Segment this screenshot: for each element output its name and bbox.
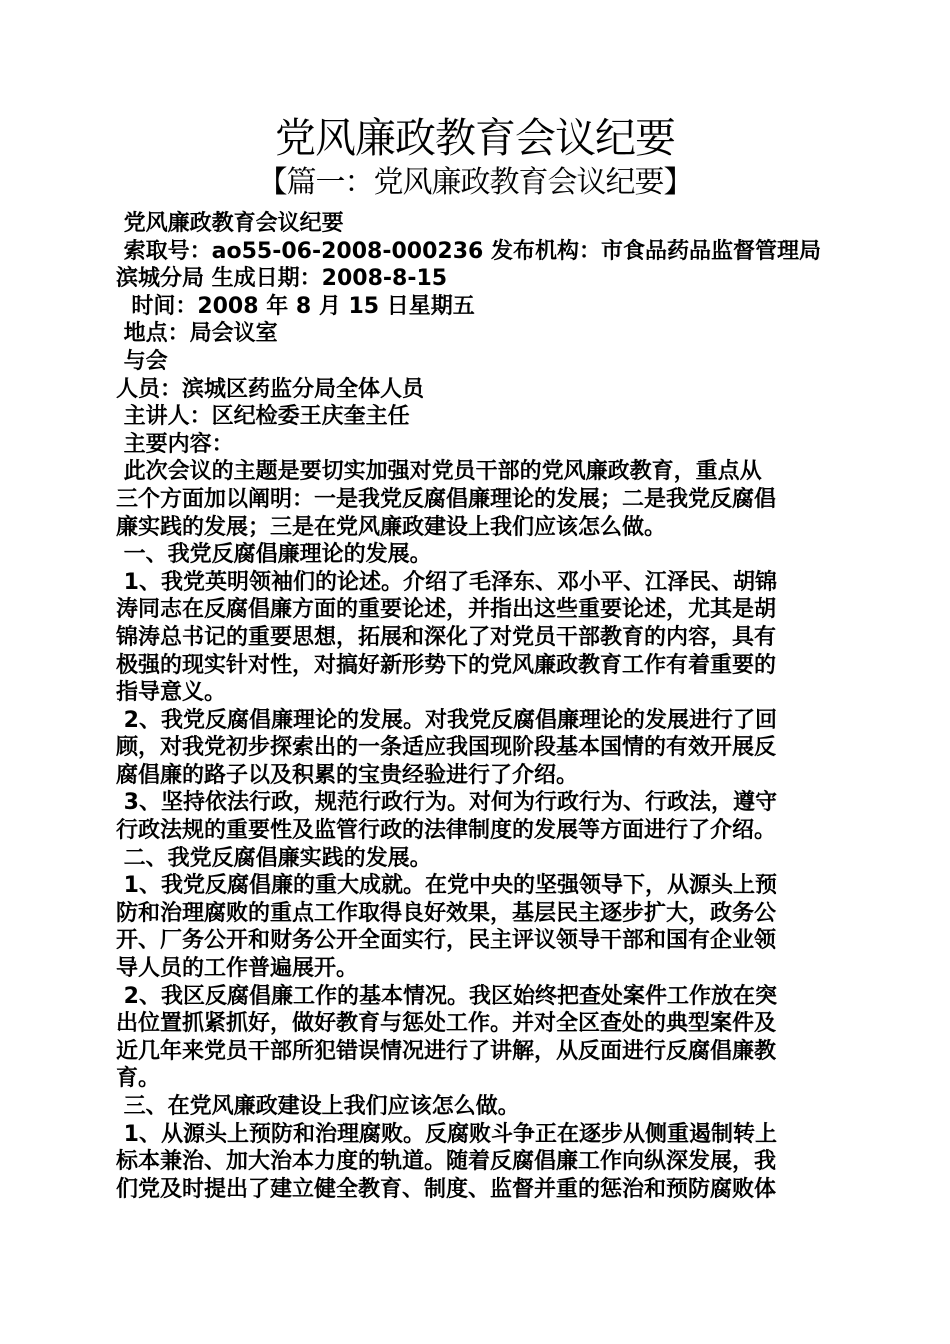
paragraph-line: 导人员的工作普遍展开。 <box>116 956 359 982</box>
meta-issuer-line: 滨城分局 生成日期：2008-8-15 <box>116 266 448 292</box>
paragraph-line: 防和治理腐败的重点工作取得良好效果，基层民主逐步扩大，政务公 <box>116 900 777 926</box>
paragraph-line: 指导意义。 <box>116 680 227 706</box>
document-subtitle: 【篇一：党风廉政教育会议纪要】 <box>257 165 693 200</box>
paragraph-line: 1、从源头上预防和治理腐败。反腐败斗争正在逐步从侧重遏制转上 <box>116 1121 777 1147</box>
section-heading: 二、我党反腐倡廉实践的发展。 <box>116 845 432 871</box>
paragraph-line: 廉实践的发展；三是在党风廉政建设上我们应该怎么做。 <box>116 514 667 540</box>
paragraph-line: 1、我党英明领袖们的论述。介绍了毛泽东、邓小平、江泽民、胡锦 <box>116 569 777 595</box>
meta-attendees: 人员：滨城区药监分局全体人员 <box>116 376 425 402</box>
section-heading: 一、我党反腐倡廉理论的发展。 <box>116 542 432 568</box>
paragraph-line: 2、我区反腐倡廉工作的基本情况。我区始终把查处案件工作放在突 <box>116 983 777 1009</box>
paragraph-line: 3、坚持依法行政，规范行政行为。对何为行政行为、行政法，遵守 <box>116 790 777 816</box>
paragraph-line: 行政法规的重要性及监管行政的法律制度的发展等方面进行了介绍。 <box>116 818 777 844</box>
meta-index-line: 索取号：ao55-06-2008-000236 发布机构：市食品药品监督管理局 <box>116 238 821 264</box>
paragraph-line: 标本兼治、加大治本力度的轨道。随着反腐倡廉工作向纵深发展，我 <box>116 1149 777 1175</box>
paragraph-line: 近几年来党员干部所犯错误情况进行了讲解，从反面进行反腐倡廉教 <box>116 1038 777 1064</box>
section-heading: 三、在党风廉政建设上我们应该怎么做。 <box>116 1094 520 1119</box>
meta-attendees-label: 与会 <box>116 348 168 374</box>
meta-speaker: 主讲人：区纪检委王庆奎主任 <box>116 404 410 430</box>
paragraph-line: 1、我党反腐倡廉的重大成就。在党中央的坚强领导下，从源头上预 <box>116 873 777 899</box>
meta-content-label: 主要内容： <box>116 431 234 457</box>
document-body <box>116 210 838 1203</box>
meta-time: 时间：2008 年 8 月 15 日星期五 <box>116 293 475 319</box>
meta-heading: 党风廉政教育会议纪要 <box>116 211 344 236</box>
meta-location: 地点：局会议室 <box>116 321 278 347</box>
paragraph-line: 锦涛总书记的重要思想，拓展和深化了对党员干部教育的内容，具有 <box>116 624 777 650</box>
paragraph-line: 们党及时提出了建立健全教育、制度、监督并重的惩治和预防腐败体 <box>116 1176 777 1202</box>
paragraph-line: 涛同志在反腐倡廉方面的重要论述，并指出这些重要论述，尤其是胡 <box>116 597 777 623</box>
paragraph-line: 开、厂务公开和财务公开全面实行，民主评议领导干部和国有企业领 <box>116 928 777 954</box>
document-title: 党风廉政教育会议纪要 <box>275 114 675 162</box>
paragraph-line: 出位置抓紧抓好，做好教育与惩处工作。并对全区查处的典型案件及 <box>116 1011 777 1037</box>
paragraph-line: 2、我党反腐倡廉理论的发展。对我党反腐倡廉理论的发展进行了回 <box>116 707 777 733</box>
paragraph-line: 极强的现实针对性，对搞好新形势下的党风廉政教育工作有着重要的 <box>116 652 777 678</box>
paragraph-line: 育。 <box>116 1066 161 1092</box>
paragraph-line: 顾，对我党初步探索出的一条适应我国现阶段基本国情的有效开展反 <box>116 735 777 761</box>
paragraph-line: 腐倡廉的路子以及积累的宝贵经验进行了介绍。 <box>116 762 579 788</box>
paragraph-line: 三个方面加以阐明：一是我党反腐倡廉理论的发展；二是我党反腐倡 <box>116 486 777 512</box>
paragraph-line: 此次会议的主题是要切实加强对党员干部的党风廉政教育，重点从 <box>116 459 762 485</box>
